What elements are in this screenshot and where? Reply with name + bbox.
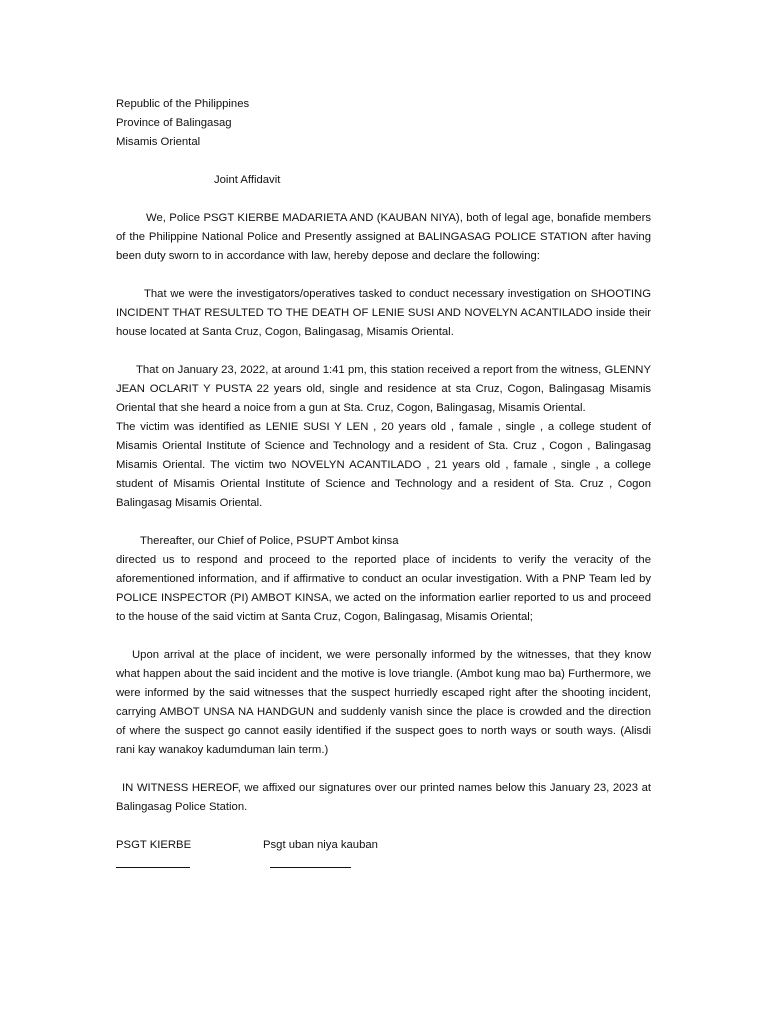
header-region: Misamis Oriental xyxy=(116,136,201,148)
paragraph-arrival: Upon arrival at the place of incident, we were personally informed by the witnesses, that they know what happen about the said incident and the motive is love triangle. (Ambot kung mao ba) Furthermore, we were informed by the said witnesses that the suspect hurriedly escaped right after the shooting incident, carrying AMBOT UNSA NA HANDGUN and suddenly vanish since the place is crowded and the direction of where the suspect go cannot easily identified if the suspect goes to north ways or south ways. (Alisdi rani kay wanakoy kadumduman lain term.) xyxy=(116,649,651,756)
paragraph-witness-hereof: IN WITNESS HEREOF, we affixed our signatures over our printed names below this January 23, 2023 at Balingasag Police Station. xyxy=(116,782,651,813)
paragraph-report: That on January 23, 2022, at around 1:41 pm, this station received a report from the witness, GLENNY JEAN OCLARIT Y PUSTA 22 years old, single and residence at sta Cruz, Cogon, Balingasag Misamis Oriental that she heard a noice from a gun at Sta. Cruz, Cogon, Balingasag, Misamis Oriental. xyxy=(116,364,651,414)
paragraph-directive: directed us to respond and proceed to the reported place of incidents to verify the veracity of the aforementioned information, and if affirmative to conduct an ocular investigation. With a PNP Team led by POLICE INSPECTOR (PI) AMBOT KINSA, we acted on the information earlier reported to us and proceed to the house of the said victim at Santa Cruz, Cogon, Balingasag, Misamis Oriental; xyxy=(116,554,651,623)
paragraph-victims: The victim was identified as LENIE SUSI Y LEN , 20 years old , famale , single , a college student of Misamis Oriental Institute of Science and Technology and a resident of Sta. Cruz , Cogon , Balingasag Misamis Oriental. The victim two NOVELYN ACANTILADO , 21 years old , famale , single , a college student of Misamis Oriental Institute of Science and Technology and a resident of Sta. Cruz , Cogon Balingasag Misamis Oriental. xyxy=(116,421,651,509)
signature-line-2 xyxy=(270,867,351,868)
paragraph-chief-first-line: Thereafter, our Chief of Police, PSUPT Ambot kinsa xyxy=(140,535,399,547)
document-title: Joint Affidavit xyxy=(214,174,281,186)
affidavit-document xyxy=(116,95,651,874)
paragraph-affiants: We, Police PSGT KIERBE MADARIETA AND (KAUBAN NIYA), both of legal age, bonafide members of the Philippine National Police and Presently assigned at BALINGASAG POLICE STATION after having been duty sworn to in accordance with law, hereby depose and declare the following: xyxy=(116,212,651,262)
signature-lines xyxy=(116,855,651,874)
signature-names xyxy=(116,836,651,855)
signature-line-1 xyxy=(116,867,190,868)
signatory-name-1: PSGT KIERBE xyxy=(116,839,192,851)
header-province: Province of Balingasag xyxy=(116,117,232,129)
header-country: Republic of the Philippines xyxy=(116,98,250,110)
signatory-name-2: Psgt uban niya kauban xyxy=(263,839,378,851)
paragraph-investigation: That we were the investigators/operatives tasked to conduct necessary investigation on SHOOTING INCIDENT THAT RESULTED TO THE DEATH OF LENIE SUSI AND NOVELYN ACANTILADO inside their house located at Santa Cruz, Cogon, Balingasag, Misamis Oriental. xyxy=(116,288,651,338)
